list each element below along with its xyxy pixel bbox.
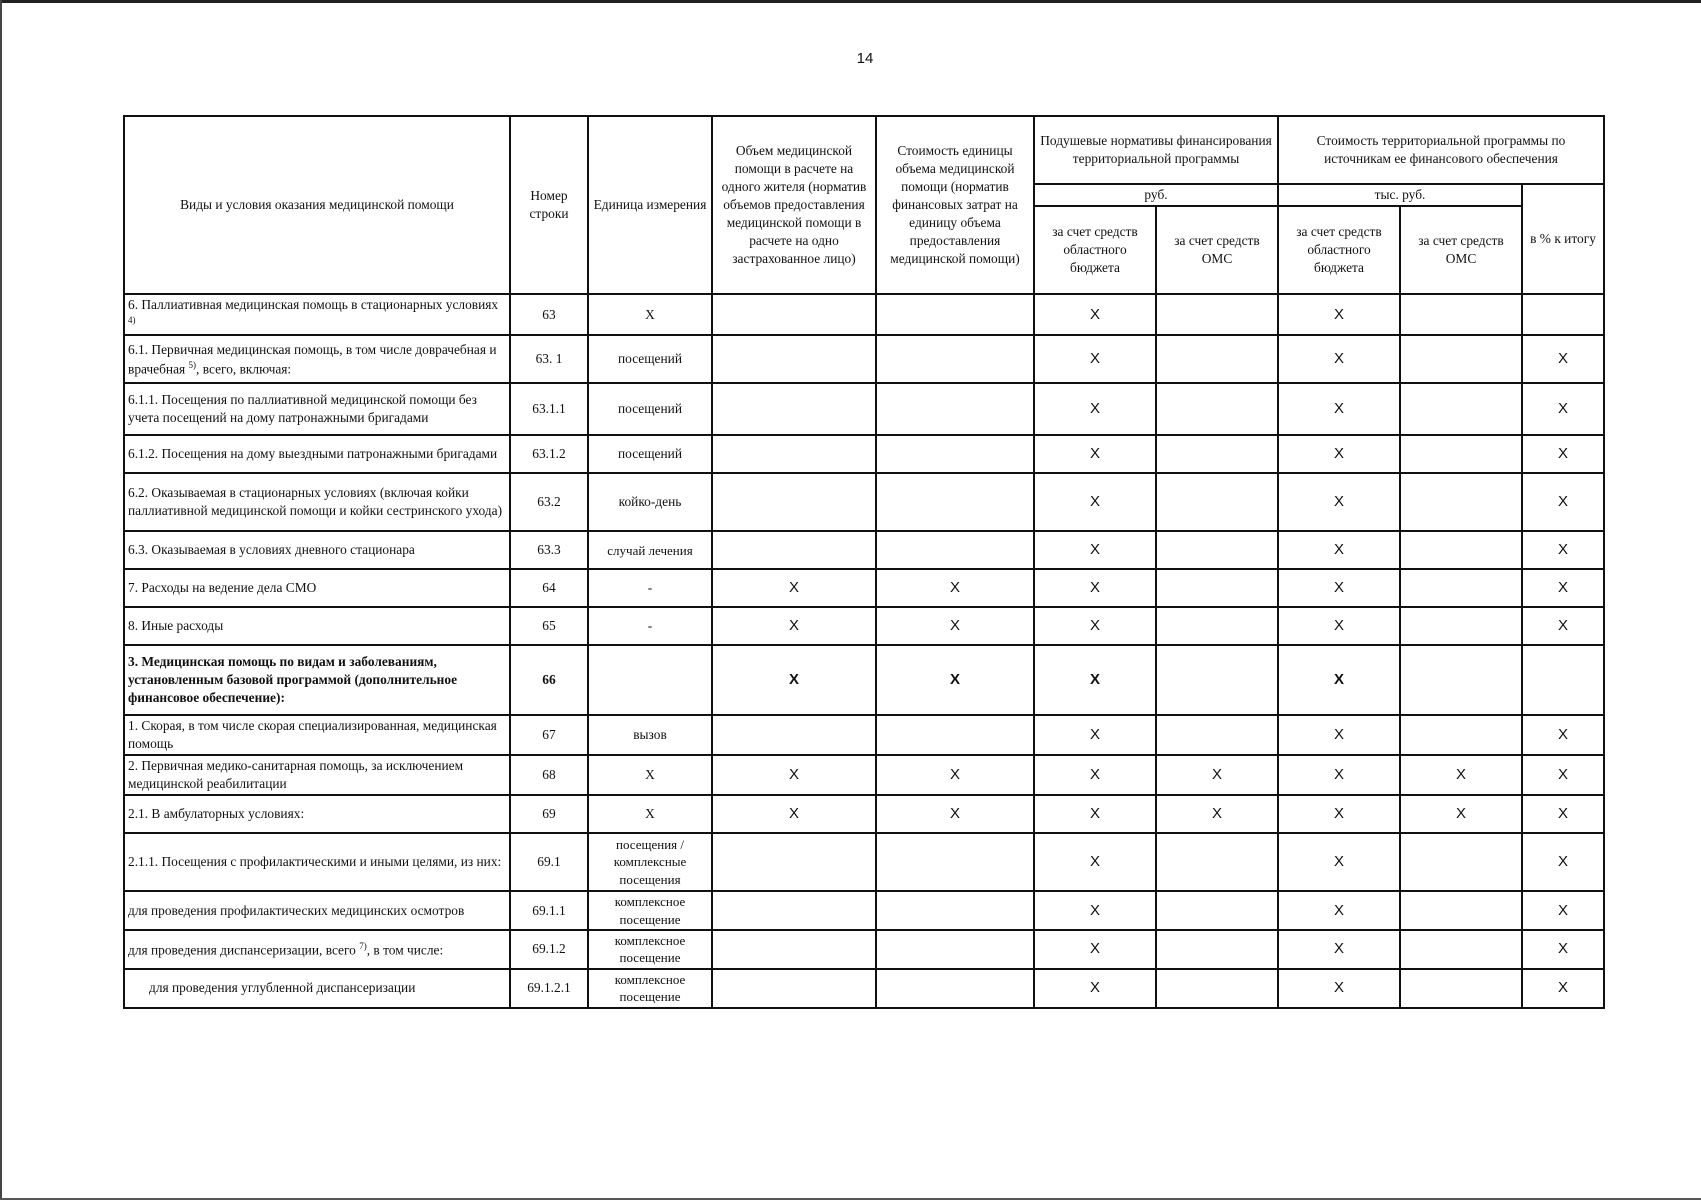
row-total-regional: X xyxy=(1278,607,1400,645)
row-total-regional: X xyxy=(1278,294,1400,335)
row-name: 7. Расходы на ведение дела СМО xyxy=(124,569,510,607)
row-norm-regional: X xyxy=(1034,435,1156,473)
row-cost xyxy=(876,383,1034,435)
header-per-capita-norms: Подушевые нормативы финансирования территориальной программы xyxy=(1034,116,1278,184)
row-norm-oms: X xyxy=(1156,795,1278,833)
row-total-regional: X xyxy=(1278,473,1400,531)
row-unit: вызов xyxy=(588,715,712,755)
row-norm-oms xyxy=(1156,891,1278,930)
row-norm-regional: X xyxy=(1034,335,1156,383)
row-volume: X xyxy=(712,645,876,715)
row-unit: посещений xyxy=(588,435,712,473)
row-unit: X xyxy=(588,795,712,833)
row-unit: посещений xyxy=(588,335,712,383)
row-percent xyxy=(1522,645,1604,715)
header-row-number: Номер строки xyxy=(510,116,588,294)
row-norm-regional: X xyxy=(1034,891,1156,930)
row-volume: X xyxy=(712,795,876,833)
row-total-regional: X xyxy=(1278,833,1400,891)
row-total-regional: X xyxy=(1278,795,1400,833)
row-percent xyxy=(1522,294,1604,335)
row-total-oms xyxy=(1400,383,1522,435)
row-number: 64 xyxy=(510,569,588,607)
row-norm-regional: X xyxy=(1034,969,1156,1008)
row-cost: X xyxy=(876,607,1034,645)
row-norm-oms: X xyxy=(1156,755,1278,795)
row-volume: X xyxy=(712,569,876,607)
row-percent: X xyxy=(1522,473,1604,531)
row-percent: X xyxy=(1522,569,1604,607)
row-name: 2.1.1. Посещения с профилактическими и иными целями, из них: xyxy=(124,833,510,891)
row-norm-oms xyxy=(1156,930,1278,969)
row-cost xyxy=(876,930,1034,969)
row-percent: X xyxy=(1522,930,1604,969)
row-norm-oms xyxy=(1156,969,1278,1008)
row-cost: X xyxy=(876,569,1034,607)
row-volume xyxy=(712,294,876,335)
row-number: 63.2 xyxy=(510,473,588,531)
table-row xyxy=(124,335,1604,383)
row-norm-regional: X xyxy=(1034,715,1156,755)
row-norm-oms xyxy=(1156,335,1278,383)
row-name: 6.1.2. Посещения на дому выездными патронажными бригадами xyxy=(124,435,510,473)
row-total-regional: X xyxy=(1278,891,1400,930)
row-cost xyxy=(876,531,1034,569)
row-unit: случай лечения xyxy=(588,531,712,569)
row-number: 63.3 xyxy=(510,531,588,569)
row-unit: комплексное посещение xyxy=(588,891,712,930)
row-number: 69 xyxy=(510,795,588,833)
row-total-regional: X xyxy=(1278,383,1400,435)
row-total-regional: X xyxy=(1278,715,1400,755)
row-unit: X xyxy=(588,294,712,335)
row-number: 69.1 xyxy=(510,833,588,891)
row-total-oms xyxy=(1400,435,1522,473)
row-norm-regional: X xyxy=(1034,473,1156,531)
header-norms-unit: руб. xyxy=(1034,184,1278,206)
row-name: 3. Медицинская помощь по видам и заболеваниям, установленным базовой программой (дополнительное финансовое обеспечение): xyxy=(124,645,510,715)
row-percent: X xyxy=(1522,435,1604,473)
row-name: 1. Скорая, в том числе скорая специализированная, медицинская помощь xyxy=(124,715,510,755)
header-unit: Единица измерения xyxy=(588,116,712,294)
row-number: 63. 1 xyxy=(510,335,588,383)
table-row xyxy=(124,531,1604,569)
header-total-regional: за счет средств областного бюджета xyxy=(1278,206,1400,294)
row-volume: X xyxy=(712,755,876,795)
table-row xyxy=(124,795,1604,833)
row-number: 68 xyxy=(510,755,588,795)
row-total-oms xyxy=(1400,715,1522,755)
row-total-oms xyxy=(1400,969,1522,1008)
row-cost xyxy=(876,969,1034,1008)
row-total-regional: X xyxy=(1278,969,1400,1008)
row-total-oms: X xyxy=(1400,795,1522,833)
row-norm-oms xyxy=(1156,715,1278,755)
row-name: 6.1. Первичная медицинская помощь, в том числе доврачебная и врачебная $^{5)}$, всего, включая: xyxy=(124,335,510,383)
table-row xyxy=(124,645,1604,715)
row-norm-regional: X xyxy=(1034,531,1156,569)
row-cost: X xyxy=(876,795,1034,833)
table-body xyxy=(124,294,1604,1008)
row-cost xyxy=(876,435,1034,473)
row-norm-regional: X xyxy=(1034,930,1156,969)
table-row xyxy=(124,755,1604,795)
row-cost xyxy=(876,833,1034,891)
row-total-regional: X xyxy=(1278,645,1400,715)
footnote-ref: 4) xyxy=(128,314,136,325)
row-norm-regional: X xyxy=(1034,607,1156,645)
table-row xyxy=(124,383,1604,435)
row-percent: X xyxy=(1522,383,1604,435)
row-total-oms xyxy=(1400,607,1522,645)
row-volume xyxy=(712,435,876,473)
row-total-oms xyxy=(1400,335,1522,383)
row-percent: X xyxy=(1522,795,1604,833)
row-unit: X xyxy=(588,755,712,795)
row-number: 63.1.2 xyxy=(510,435,588,473)
row-volume xyxy=(712,891,876,930)
row-name: 2. Первичная медико-санитарная помощь, за исключением медицинской реабилитации xyxy=(124,755,510,795)
row-norm-regional: X xyxy=(1034,645,1156,715)
row-number: 67 xyxy=(510,715,588,755)
header-total-oms: за счет средств ОМС xyxy=(1400,206,1522,294)
row-unit: посещения / комплексные посещения xyxy=(588,833,712,891)
header-norms-regional: за счет средств областного бюджета xyxy=(1034,206,1156,294)
table-row xyxy=(124,833,1604,891)
row-total-regional: X xyxy=(1278,569,1400,607)
row-name: 8. Иные расходы xyxy=(124,607,510,645)
header-percent: в % к итогу xyxy=(1522,184,1604,294)
row-name: 6.3. Оказываемая в условиях дневного стационара xyxy=(124,531,510,569)
row-percent: X xyxy=(1522,891,1604,930)
row-number: 63 xyxy=(510,294,588,335)
row-cost xyxy=(876,335,1034,383)
footnote-ref: 5) xyxy=(188,359,197,370)
table-row xyxy=(124,435,1604,473)
row-norm-regional: X xyxy=(1034,795,1156,833)
program-cost-table xyxy=(123,115,1605,1009)
row-unit: - xyxy=(588,607,712,645)
row-norm-oms xyxy=(1156,383,1278,435)
row-total-regional: X xyxy=(1278,531,1400,569)
row-name: для проведения профилактических медицинских осмотров xyxy=(124,891,510,930)
row-norm-oms xyxy=(1156,645,1278,715)
row-norm-oms xyxy=(1156,294,1278,335)
table-row xyxy=(124,473,1604,531)
row-percent: X xyxy=(1522,607,1604,645)
table-row xyxy=(124,607,1604,645)
row-volume xyxy=(712,930,876,969)
row-norm-regional: X xyxy=(1034,383,1156,435)
row-name: 6. Паллиативная медицинская помощь в стационарных условиях $^{4)}$ xyxy=(124,294,510,335)
row-norm-oms xyxy=(1156,531,1278,569)
row-unit: посещений xyxy=(588,383,712,435)
row-norm-oms xyxy=(1156,569,1278,607)
header-norms-oms: за счет средств ОМС xyxy=(1156,206,1278,294)
row-norm-regional: X xyxy=(1034,569,1156,607)
row-total-oms xyxy=(1400,891,1522,930)
row-cost xyxy=(876,891,1034,930)
row-total-oms xyxy=(1400,645,1522,715)
footnote-ref: 7) xyxy=(359,940,367,951)
row-unit: комплексное посещение xyxy=(588,969,712,1008)
row-name: для проведения углубленной диспансеризации xyxy=(124,969,510,1008)
row-total-oms xyxy=(1400,930,1522,969)
row-volume xyxy=(712,833,876,891)
row-volume xyxy=(712,715,876,755)
table-row xyxy=(124,930,1604,969)
row-cost: X xyxy=(876,645,1034,715)
table-row xyxy=(124,715,1604,755)
row-name: для проведения диспансеризации, всего $^{7)}$, в том числе: xyxy=(124,930,510,969)
table-row xyxy=(124,294,1604,335)
row-unit: койко-день xyxy=(588,473,712,531)
row-unit: - xyxy=(588,569,712,607)
page-number: 14 xyxy=(856,50,874,67)
row-number: 69.1.2 xyxy=(510,930,588,969)
row-total-regional: X xyxy=(1278,755,1400,795)
row-volume xyxy=(712,969,876,1008)
row-name: 6.2. Оказываемая в стационарных условиях (включая койки паллиативной медицинской помощи и койки сестринского ухода) xyxy=(124,473,510,531)
scan-border-top xyxy=(0,0,1701,3)
row-norm-oms xyxy=(1156,473,1278,531)
row-cost xyxy=(876,294,1034,335)
row-total-oms xyxy=(1400,569,1522,607)
row-number: 63.1.1 xyxy=(510,383,588,435)
row-number: 69.1.1 xyxy=(510,891,588,930)
header-total-unit: тыс. руб. xyxy=(1278,184,1522,206)
row-total-regional: X xyxy=(1278,930,1400,969)
row-norm-regional: X xyxy=(1034,294,1156,335)
row-percent: X xyxy=(1522,715,1604,755)
row-percent: X xyxy=(1522,335,1604,383)
header-volume: Объем медицинской помощи в расчете на одного жителя (норматив объемов предоставления медицинской помощи в расчете на одно застрахованное лицо) xyxy=(712,116,876,294)
row-unit xyxy=(588,645,712,715)
row-total-oms: X xyxy=(1400,755,1522,795)
row-percent: X xyxy=(1522,531,1604,569)
row-name: 2.1. В амбулаторных условиях: xyxy=(124,795,510,833)
row-volume xyxy=(712,531,876,569)
row-total-oms xyxy=(1400,473,1522,531)
row-number: 65 xyxy=(510,607,588,645)
table-row xyxy=(124,891,1604,930)
header-kind: Виды и условия оказания медицинской помощи xyxy=(124,116,510,294)
row-total-oms xyxy=(1400,833,1522,891)
row-cost xyxy=(876,715,1034,755)
header-cost: Стоимость единицы объема медицинской помощи (норматив финансовых затрат на единицу объема предоставления медицинской помощи) xyxy=(876,116,1034,294)
row-total-oms xyxy=(1400,531,1522,569)
row-unit: комплексное посещение xyxy=(588,930,712,969)
row-volume xyxy=(712,473,876,531)
row-percent: X xyxy=(1522,755,1604,795)
row-norm-regional: X xyxy=(1034,755,1156,795)
table-row xyxy=(124,569,1604,607)
scan-border-left xyxy=(0,0,2,1200)
row-volume xyxy=(712,383,876,435)
row-name: 6.1.1. Посещения по паллиативной медицинской помощи без учета посещений на дому патронажными бригадами xyxy=(124,383,510,435)
row-volume: X xyxy=(712,607,876,645)
row-total-oms xyxy=(1400,294,1522,335)
row-number: 66 xyxy=(510,645,588,715)
header-program-cost: Стоимость территориальной программы по источникам ее финансового обеспечения xyxy=(1278,116,1604,184)
row-cost: X xyxy=(876,755,1034,795)
row-cost xyxy=(876,473,1034,531)
row-norm-oms xyxy=(1156,833,1278,891)
row-norm-regional: X xyxy=(1034,833,1156,891)
row-norm-oms xyxy=(1156,607,1278,645)
row-percent: X xyxy=(1522,833,1604,891)
row-number: 69.1.2.1 xyxy=(510,969,588,1008)
table-row xyxy=(124,969,1604,1008)
row-volume xyxy=(712,335,876,383)
row-percent: X xyxy=(1522,969,1604,1008)
row-norm-oms xyxy=(1156,435,1278,473)
row-total-regional: X xyxy=(1278,335,1400,383)
row-total-regional: X xyxy=(1278,435,1400,473)
